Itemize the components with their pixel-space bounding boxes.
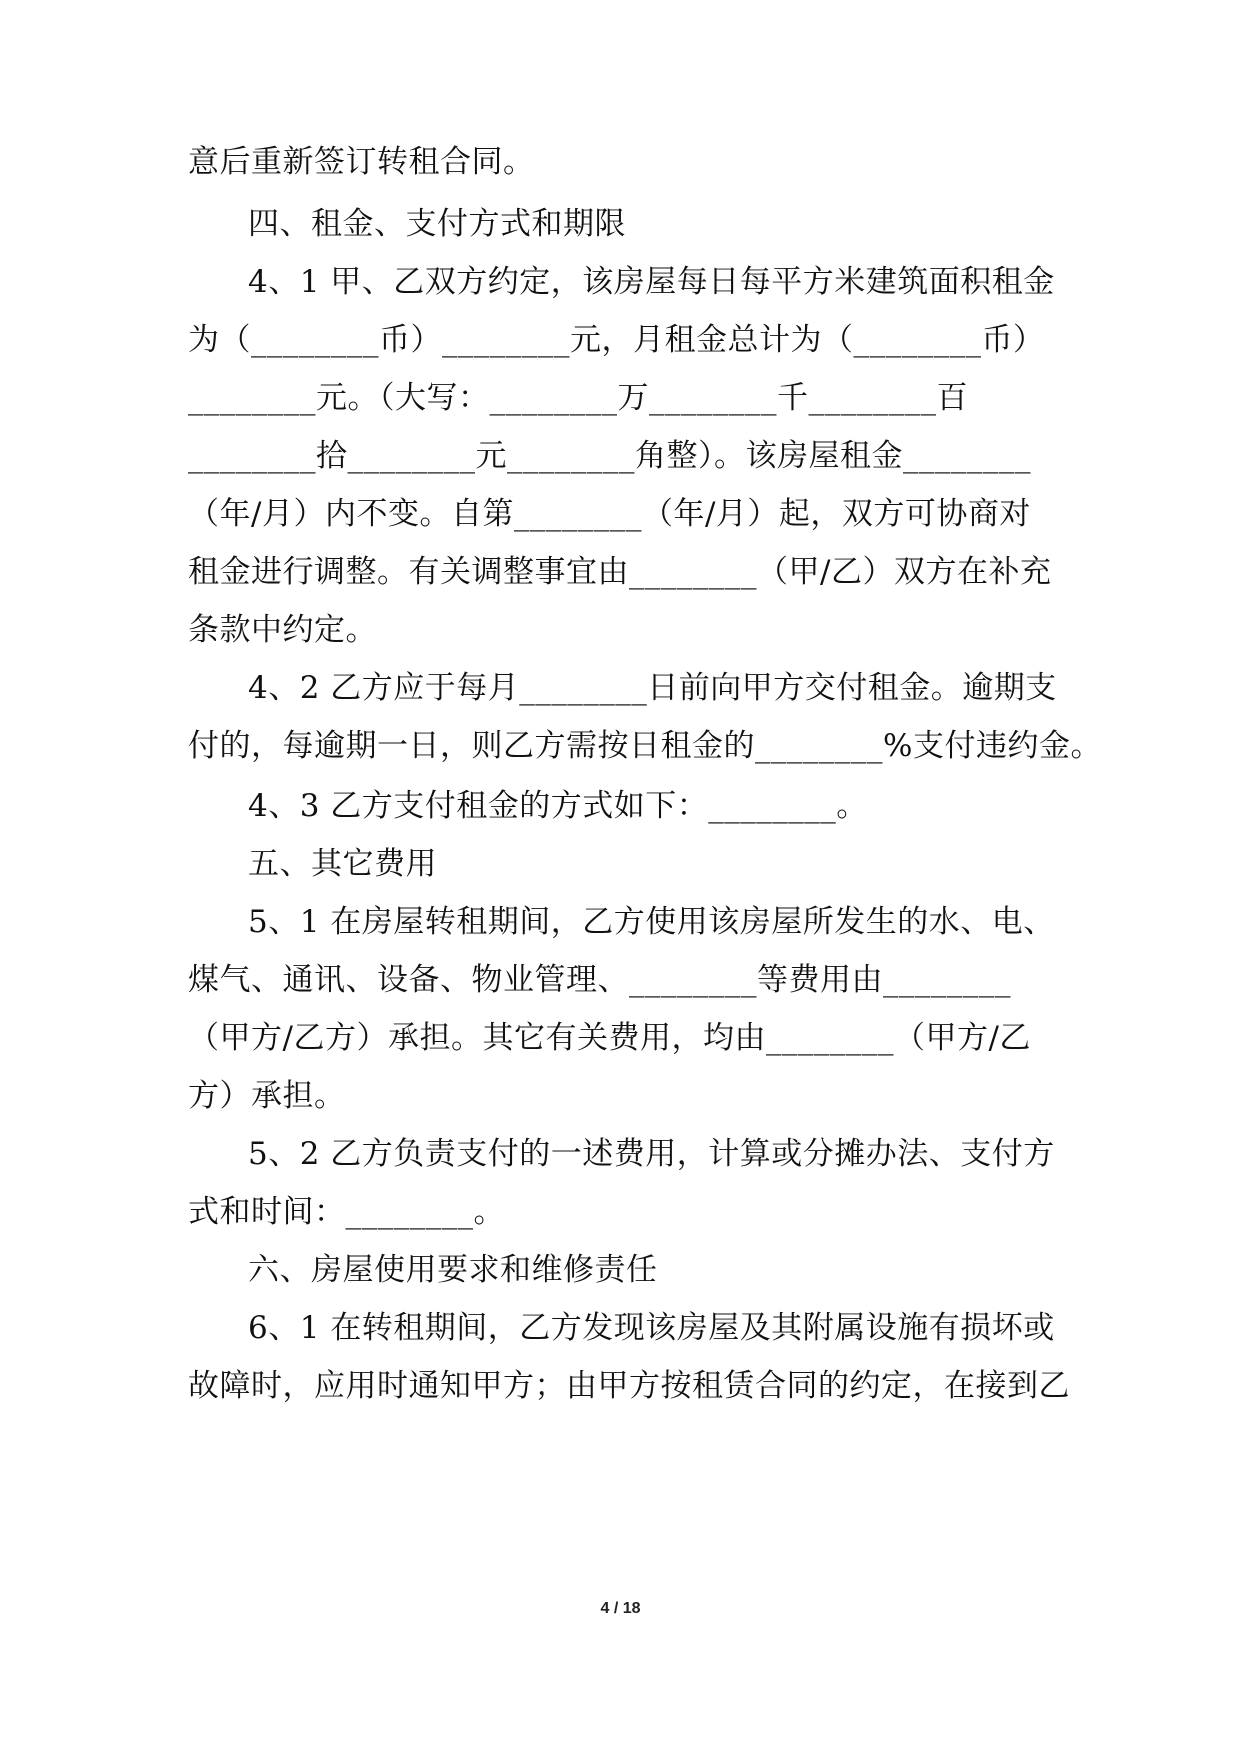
page-number: 4 / 18 bbox=[600, 1600, 641, 1617]
section-heading: 六、房屋使用要求和维修责任 bbox=[248, 1252, 658, 1288]
text-line: ________元。（大写：________万________千________百 bbox=[188, 380, 968, 416]
text-line: 4、3 乙方支付租金的方式如下：________。 bbox=[248, 788, 868, 824]
text-line: 煤气、通讯、设备、物业管理、________等费用由________ bbox=[188, 962, 1011, 998]
section-heading: 四、租金、支付方式和期限 bbox=[248, 206, 626, 242]
text-line: 条款中约定。 bbox=[188, 612, 377, 648]
text-line: 5、1 在房屋转租期间，乙方使用该房屋所发生的水、电、 bbox=[248, 904, 1055, 940]
text-line: 方）承担。 bbox=[188, 1078, 346, 1114]
text-line: 付的，每逾期一日，则乙方需按日租金的________%支付违约金。 bbox=[188, 728, 1102, 764]
text-line: ________拾________元________角整）。该房屋租金________ bbox=[188, 438, 1031, 474]
text-line: 5、2 乙方负责支付的一述费用，计算或分摊办法、支付方 bbox=[248, 1136, 1055, 1172]
text-line: （年/月）内不变。自第________（年/月）起，双方可协商对 bbox=[188, 496, 1031, 532]
text-line: 为（________币）________元，月租金总计为（________币） bbox=[188, 322, 1045, 358]
text-line: 故障时，应用时通知甲方；由甲方按租赁合同的约定，在接到乙 bbox=[188, 1368, 1070, 1404]
text-line: 4、1 甲、乙双方约定，该房屋每日每平方米建筑面积租金 bbox=[248, 264, 1055, 300]
text-line: 意后重新签订转租合同。 bbox=[188, 144, 535, 180]
text-line: 4、2 乙方应于每月________日前向甲方交付租金。逾期支 bbox=[248, 670, 1057, 706]
section-heading: 五、其它费用 bbox=[248, 846, 437, 882]
text-line: 6、1 在转租期间，乙方发现该房屋及其附属设施有损坏或 bbox=[248, 1310, 1055, 1346]
text-line: （甲方/乙方）承担。其它有关费用，均由________（甲方/乙 bbox=[188, 1020, 1031, 1056]
text-line: 租金进行调整。有关调整事宜由________（甲/乙）双方在补充 bbox=[188, 554, 1052, 590]
text-line: 式和时间：________。 bbox=[188, 1194, 505, 1230]
